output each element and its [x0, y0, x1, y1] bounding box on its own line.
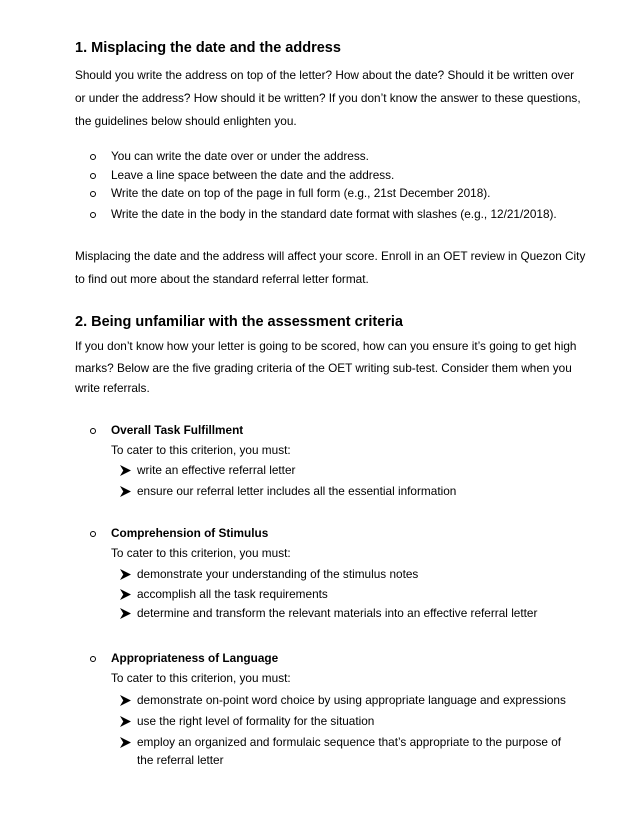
criterion-lead: To cater to this criterion, you must: — [111, 671, 291, 685]
arrowhead-bullet-icon — [120, 608, 131, 619]
section-1-intro-line: or under the address? How should it be written? If you don’t know the answer to these questions, — [75, 91, 581, 105]
section-1-outro-line: to find out more about the standard referral letter format. — [75, 272, 369, 286]
arrowhead-bullet-icon — [120, 737, 131, 748]
section-2-intro-line: marks? Below are the five grading criteria of the OET writing sub-test. Consider them when you — [75, 361, 572, 375]
criterion-item: use the right level of formality for the situation — [137, 714, 375, 728]
criterion-lead: To cater to this criterion, you must: — [111, 546, 291, 560]
arrowhead-bullet-icon — [120, 569, 131, 580]
circle-bullet-icon — [90, 191, 96, 197]
section-1-bullet: Write the date in the body in the standard date format with slashes (e.g., 12/21/2018). — [111, 207, 557, 221]
section-1-outro-line: Misplacing the date and the address will affect your score. Enroll in an OET review in Quezon City — [75, 249, 586, 263]
criterion-item-continuation: the referral letter — [137, 753, 224, 767]
section-1-bullet: Leave a line space between the date and the address. — [111, 168, 395, 182]
circle-bullet-icon — [90, 531, 96, 537]
section-2-intro-line: write referrals. — [75, 381, 150, 395]
arrowhead-bullet-icon — [120, 589, 131, 600]
section-1-intro-line: Should you write the address on top of the letter? How about the date? Should it be written over — [75, 68, 575, 82]
section-1-intro-line: the guidelines below should enlighten you. — [75, 114, 297, 128]
circle-bullet-icon — [90, 173, 96, 179]
criterion-item: ensure our referral letter includes all the essential information — [137, 484, 457, 498]
criterion-item: employ an organized and formulaic sequence that’s appropriate to the purpose of — [137, 735, 562, 749]
section-1-bullet: You can write the date over or under the address. — [111, 149, 369, 163]
circle-bullet-icon — [90, 428, 96, 434]
criterion-item: accomplish all the task requirements — [137, 587, 328, 601]
arrowhead-bullet-icon — [120, 486, 131, 497]
arrowhead-bullet-icon — [120, 716, 131, 727]
circle-bullet-icon — [90, 212, 96, 218]
arrowhead-bullet-icon — [120, 695, 131, 706]
circle-bullet-icon — [90, 154, 96, 160]
section-2-intro-line: If you don’t know how your letter is going to be scored, how can you ensure it’s going to get high — [75, 339, 577, 353]
section-2-heading: 2. Being unfamiliar with the assessment criteria — [75, 314, 403, 330]
criterion-title: Comprehension of Stimulus — [111, 526, 269, 540]
criterion-item: demonstrate on-point word choice by using appropriate language and expressions — [137, 693, 566, 707]
criterion-title: Appropriateness of Language — [111, 651, 279, 665]
arrowhead-bullet-icon — [120, 465, 131, 476]
section-1-bullet: Write the date on top of the page in full form (e.g., 21st December 2018). — [111, 186, 491, 200]
criterion-item: determine and transform the relevant materials into an effective referral letter — [137, 606, 538, 620]
section-1-heading: 1. Misplacing the date and the address — [75, 40, 341, 56]
criterion-lead: To cater to this criterion, you must: — [111, 443, 291, 457]
criterion-item: demonstrate your understanding of the stimulus notes — [137, 567, 419, 581]
criterion-title: Overall Task Fulfillment — [111, 423, 244, 437]
circle-bullet-icon — [90, 656, 96, 662]
criterion-item: write an effective referral letter — [137, 463, 296, 477]
